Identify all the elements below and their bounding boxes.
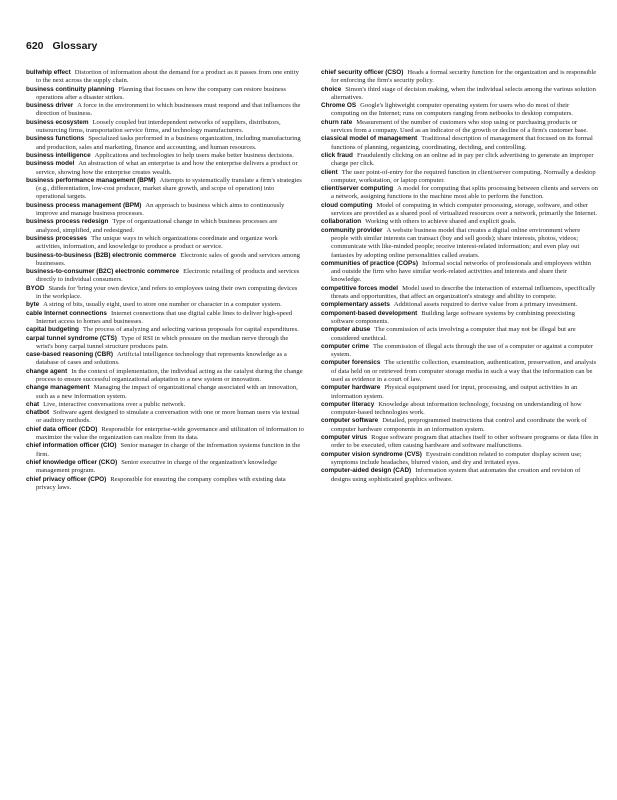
- glossary-definition: Managing the impact of organizational change associated with an innovation, such as a new information system.: [36, 384, 298, 400]
- glossary-definition: Traditional description of management that focused on its formal functions of planning, organizing, coordinating, deciding, and controlling.: [331, 135, 593, 151]
- glossary-entry: [26, 442, 304, 459]
- glossary-entry: [321, 102, 599, 119]
- glossary-term: competitive forces model: [321, 284, 399, 292]
- glossary-definition: The commission of illegal acts through the use of a computer or against a computer system.: [331, 342, 594, 359]
- glossary-entry: [321, 310, 599, 327]
- glossary-definition: A website business model that creates a digital online environment where people with similar interests can transact (buy and sell goods); share interests, photos, videos; communicate with like-minded people; receive interest-related information; and even play out fantasies by adopting online personalities called avatars.: [331, 226, 581, 259]
- glossary-entry: [321, 301, 599, 309]
- glossary-definition: Software agent designed to simulate a conversation with one or more human users via textual or auditory methods.: [36, 409, 300, 425]
- glossary-entry: [26, 202, 304, 219]
- glossary-entry: [26, 368, 304, 385]
- glossary-term: carpal tunnel syndrome (CTS): [26, 334, 117, 342]
- glossary-term: churn rate: [321, 118, 353, 126]
- glossary-term: chief information officer (CIO): [26, 442, 117, 450]
- section-title: Glossary: [52, 40, 98, 52]
- glossary-definition: Model used to describe the interaction of external influences, specifically threats and opportunities, that affect an organization's strategy and ability to compete.: [331, 284, 596, 301]
- glossary-term: computer hardware: [321, 384, 381, 392]
- glossary-definition: Physical equipment used for input, processing, and output activities in an information system.: [331, 384, 578, 400]
- glossary-term: business-to-consumer (B2C) electronic commerce: [26, 268, 180, 276]
- glossary-definition: Distortion of information about the demand for a product as it passes from one entity to the next across the supply chain.: [36, 69, 299, 85]
- glossary-term: business-to-business (B2B) electronic commerce: [26, 251, 177, 259]
- glossary-definition: The user point-of-entry for the required function in client/server computing. Normally a desktop computer, workstation, or laptop computer.: [331, 168, 596, 184]
- glossary-definition: Artificial intelligence technology that represents knowledge as a database of cases and solutions.: [36, 351, 287, 367]
- glossary-definition: Measurement of the number of customers who stop using or purchasing products or services from a company. Used as an indicator of the growth or decline of a firm's customer base.: [331, 118, 588, 135]
- glossary-entry: [321, 260, 599, 285]
- glossary-term: business intelligence: [26, 151, 91, 159]
- glossary-definition: Detailed, preprogrammed instructions that control and coordinate the work of computer hardware components in an information system.: [331, 417, 587, 433]
- glossary-entry: [321, 343, 599, 360]
- glossary-definition: Responsible for ensuring the company complies with existing data privacy laws.: [36, 475, 286, 491]
- glossary-term: computer crime: [321, 342, 369, 350]
- glossary-term: chatbot: [26, 409, 50, 417]
- glossary-definition: In the context of implementation, the individual acting as the catalyst during the change process to ensure successful organizational adaptation to a new system or innovation.: [36, 367, 303, 383]
- glossary-entry: [321, 326, 599, 343]
- glossary-entry: [321, 285, 599, 302]
- glossary-term: business driver: [26, 102, 74, 110]
- glossary-definition: Type of organizational change in which business processes are analyzed, simplified, and redesigned.: [36, 218, 278, 234]
- glossary-term: client/server computing: [321, 185, 394, 193]
- glossary-term: bullwhip effect: [26, 69, 71, 76]
- glossary-entry: [26, 119, 304, 136]
- glossary-term: capital budgeting: [26, 326, 79, 334]
- glossary-definition: Specialized tasks performed in a business organization, including manufacturing and production, sales and marketing, finance and accounting, and human resources.: [36, 135, 301, 151]
- glossary-term: chief knowledge officer (CKO): [26, 458, 118, 466]
- glossary-term: computer virus: [321, 434, 368, 442]
- glossary-term: choice: [321, 85, 342, 93]
- glossary-term: business ecosystem: [26, 118, 89, 126]
- glossary-entry: [26, 69, 304, 86]
- glossary-entry: [321, 467, 599, 484]
- glossary-entry: [26, 326, 304, 334]
- glossary-term: cable Internet connections: [26, 309, 107, 317]
- glossary-entry: [26, 177, 304, 202]
- glossary-term: business functions: [26, 135, 85, 143]
- glossary-definition: Rogue software program that attaches itself to other software programs or data files in order to be executed, often causing hardware and software malfunctions.: [331, 434, 599, 450]
- glossary-definition: Senior executive in charge of the organization's knowledge management program.: [36, 458, 277, 475]
- glossary-entry: [26, 268, 304, 285]
- glossary-term: computer-aided design (CAD): [321, 467, 412, 475]
- glossary-entry: [321, 227, 599, 260]
- glossary-term: business process management (BPM): [26, 201, 142, 209]
- glossary-definition: A string of bits, usually eight, used to store one number or character in a computer system.: [43, 301, 282, 309]
- glossary-term: change management: [26, 384, 90, 392]
- glossary-definition: Additional assets required to derive value from a primary investment.: [393, 301, 578, 309]
- glossary-definition: The commission of acts involving a computer that may not be illegal but are considered unethical.: [331, 326, 576, 342]
- glossary-entry: [26, 86, 304, 103]
- glossary-definition: Live, interactive conversations over a public network.: [43, 400, 186, 408]
- glossary-entry: [26, 409, 304, 426]
- glossary-term: byte: [26, 301, 40, 309]
- glossary-term: community provider: [321, 226, 383, 234]
- glossary-definition: An approach to business which aims to continuously improve and manage business processes.: [36, 201, 285, 218]
- glossary-definition: Heads a formal security function for the organization and is responsible for enforcing the firm's security policy.: [331, 69, 597, 85]
- glossary-definition: Responsible for enterprise-wide governance and utilization of information to maximize the value the organization can realize from its data.: [36, 425, 304, 442]
- glossary-definition: Informal social networks of professionals and employees within and outside the firm who have similar work-related activities and interests and share their knowledge.: [331, 259, 591, 284]
- glossary-definition: Attempts to systematically translate a firm's strategies (e.g., differentiation, low-cost producer, market share growth, and scope of operation) into operational targets.: [36, 176, 302, 201]
- left-column: [26, 69, 304, 492]
- glossary-entry: [321, 86, 599, 103]
- glossary-entry: [26, 351, 304, 368]
- glossary-entry: [321, 152, 599, 169]
- glossary-entry: [26, 218, 304, 235]
- glossary-definition: Internet connections that use digital cable lines to deliver high-speed Internet access to homes and businesses.: [36, 309, 293, 325]
- glossary-entry: [26, 476, 304, 493]
- glossary-entry: [26, 301, 304, 309]
- glossary-term: chief data officer (CDO): [26, 425, 98, 433]
- glossary-entry: [26, 252, 304, 269]
- glossary-term: business process redesign: [26, 218, 109, 226]
- glossary-term: computer literacy: [321, 400, 375, 408]
- glossary-definition: Knowledge about information technology, focusing on understanding of how computer-based technologies work.: [331, 400, 582, 417]
- glossary-definition: Applications and technologies to help users make better business decisions.: [94, 151, 294, 159]
- glossary-term: computer vision syndrome (CVS): [321, 450, 422, 458]
- glossary-term: BYOD: [26, 284, 45, 292]
- glossary-term: computer abuse: [321, 326, 371, 334]
- running-head: [26, 40, 97, 52]
- glossary-term: computer forensics: [321, 359, 381, 367]
- glossary-entry: [26, 384, 304, 401]
- glossary-definition: The process of analyzing and selecting various proposals for capital expenditures.: [82, 326, 299, 334]
- glossary-entry: [321, 359, 599, 384]
- glossary-entry: [321, 119, 599, 136]
- glossary-term: cloud computing: [321, 201, 373, 209]
- glossary-term: business continuity planning: [26, 85, 115, 93]
- glossary-definition: Information system that automates the creation and revision of designs using sophisticated graphics software.: [331, 467, 581, 483]
- glossary-entry: [321, 218, 599, 226]
- glossary-definition: Stands for 'bring your own device,'and refers to employees using their own computing devices in the workplace.: [36, 284, 298, 301]
- glossary-definition: Building large software systems by combining preexisting software components.: [331, 309, 575, 325]
- glossary-entry: [321, 135, 599, 152]
- glossary-term: computer software: [321, 417, 379, 425]
- glossary-definition: A force in the environment to which businesses must respond and that influences the direction of business.: [36, 102, 301, 118]
- glossary-term: chat: [26, 400, 40, 408]
- glossary-definition: Senior manager in charge of the information systems function in the firm.: [36, 442, 301, 458]
- glossary-term: component-based development: [321, 309, 418, 317]
- glossary-entry: [26, 335, 304, 352]
- glossary-definition: A model for computing that splits processing between clients and servers on a network, assigning functions to the machine most able to perform the function.: [331, 185, 598, 201]
- glossary-entry: [26, 160, 304, 177]
- glossary-entry: [26, 102, 304, 119]
- glossary-term: business performance management (BPM): [26, 176, 156, 184]
- glossary-term: complementary assets: [321, 301, 390, 309]
- glossary-definition: Type of RSI in which pressure on the median nerve through the wrist's bony carpal tunnel structure produces pain.: [36, 334, 289, 350]
- glossary-entry: [26, 152, 304, 160]
- glossary-entry: [321, 451, 599, 468]
- glossary-term: chief privacy officer (CPO): [26, 475, 107, 483]
- glossary-term: change agent: [26, 367, 68, 375]
- glossary-definition: Electronic retailing of products and services directly to individual consumers.: [36, 268, 300, 284]
- glossary-definition: Model of computing in which computer processing, storage, software, and other services are provided as a shared pool of virtualized resources over a network, primarily the Internet.: [331, 201, 598, 218]
- glossary-entry: [321, 69, 599, 86]
- glossary-entry: [26, 285, 304, 302]
- glossary-definition: Planning that focuses on how the company can restore business operations after a disaster strikes.: [36, 85, 286, 101]
- glossary-entry: [321, 384, 599, 401]
- glossary-entry: [321, 401, 599, 418]
- glossary-term: case-based reasoning (CBR): [26, 351, 114, 359]
- glossary-definition: Google's lightweight computer operating system for users who do most of their computing on the Internet; runs on computers ranging from netbooks to desktop computers.: [331, 102, 573, 118]
- glossary-entry: [321, 202, 599, 219]
- glossary-entry: [321, 169, 599, 186]
- glossary-entry: [26, 426, 304, 443]
- glossary-term: business processes: [26, 234, 88, 242]
- glossary-term: business model: [26, 160, 75, 168]
- glossary-entry: [321, 417, 599, 434]
- glossary-entry: [26, 235, 304, 252]
- glossary-entry: [26, 459, 304, 476]
- glossary-definition: An abstraction of what an enterprise is and how the enterprise delivers a product or service, showing how the enterprise creates wealth.: [36, 160, 298, 176]
- glossary-term: Chrome OS: [321, 102, 357, 110]
- right-column: [321, 69, 599, 484]
- glossary-definition: Eyestrain condition related to computer display screen use; symptoms include headaches, blurred vision, and dry and irritated eyes.: [331, 450, 582, 466]
- glossary-entry: [321, 185, 599, 202]
- page-number: 620: [26, 40, 44, 52]
- glossary-entry: [26, 310, 304, 327]
- glossary-definition: Electronic sales of goods and services among businesses.: [36, 251, 300, 267]
- glossary-entry: [321, 434, 599, 451]
- glossary-term: communities of practice (COPs): [321, 259, 418, 267]
- glossary-definition: Fraudulently clicking on an online ad in pay per click advertising to generate an improper charge per click.: [331, 151, 594, 168]
- glossary-term: click fraud: [321, 151, 353, 159]
- glossary-term: classical model of management: [321, 135, 418, 143]
- glossary-term: chief security officer (CSO): [321, 69, 404, 76]
- glossary-term: collaboration: [321, 218, 362, 226]
- glossary-term: client: [321, 168, 338, 176]
- glossary-definition: The unique ways in which organizations coordinate and organize work activities, information, and knowledge to produce a product or service.: [36, 234, 278, 251]
- glossary-entry: [26, 135, 304, 152]
- glossary-entry: [26, 401, 304, 409]
- glossary-definition: Loosely coupled but interdependent networks of suppliers, distributors, outsourcing firms, transportation service firms, and technology manufacturers.: [36, 118, 281, 135]
- glossary-definition: Working with others to achieve shared and explicit goals.: [365, 218, 517, 226]
- glossary-definition: Simon's third stage of decision making, when the individual selects among the various solution alternatives.: [331, 85, 596, 101]
- glossary-definition: The scientific collection, examination, authentication, preservation, and analysis of data held on or retrieved from computer storage media in such a way that the information can be used as evidence in a court of law.: [331, 359, 597, 383]
